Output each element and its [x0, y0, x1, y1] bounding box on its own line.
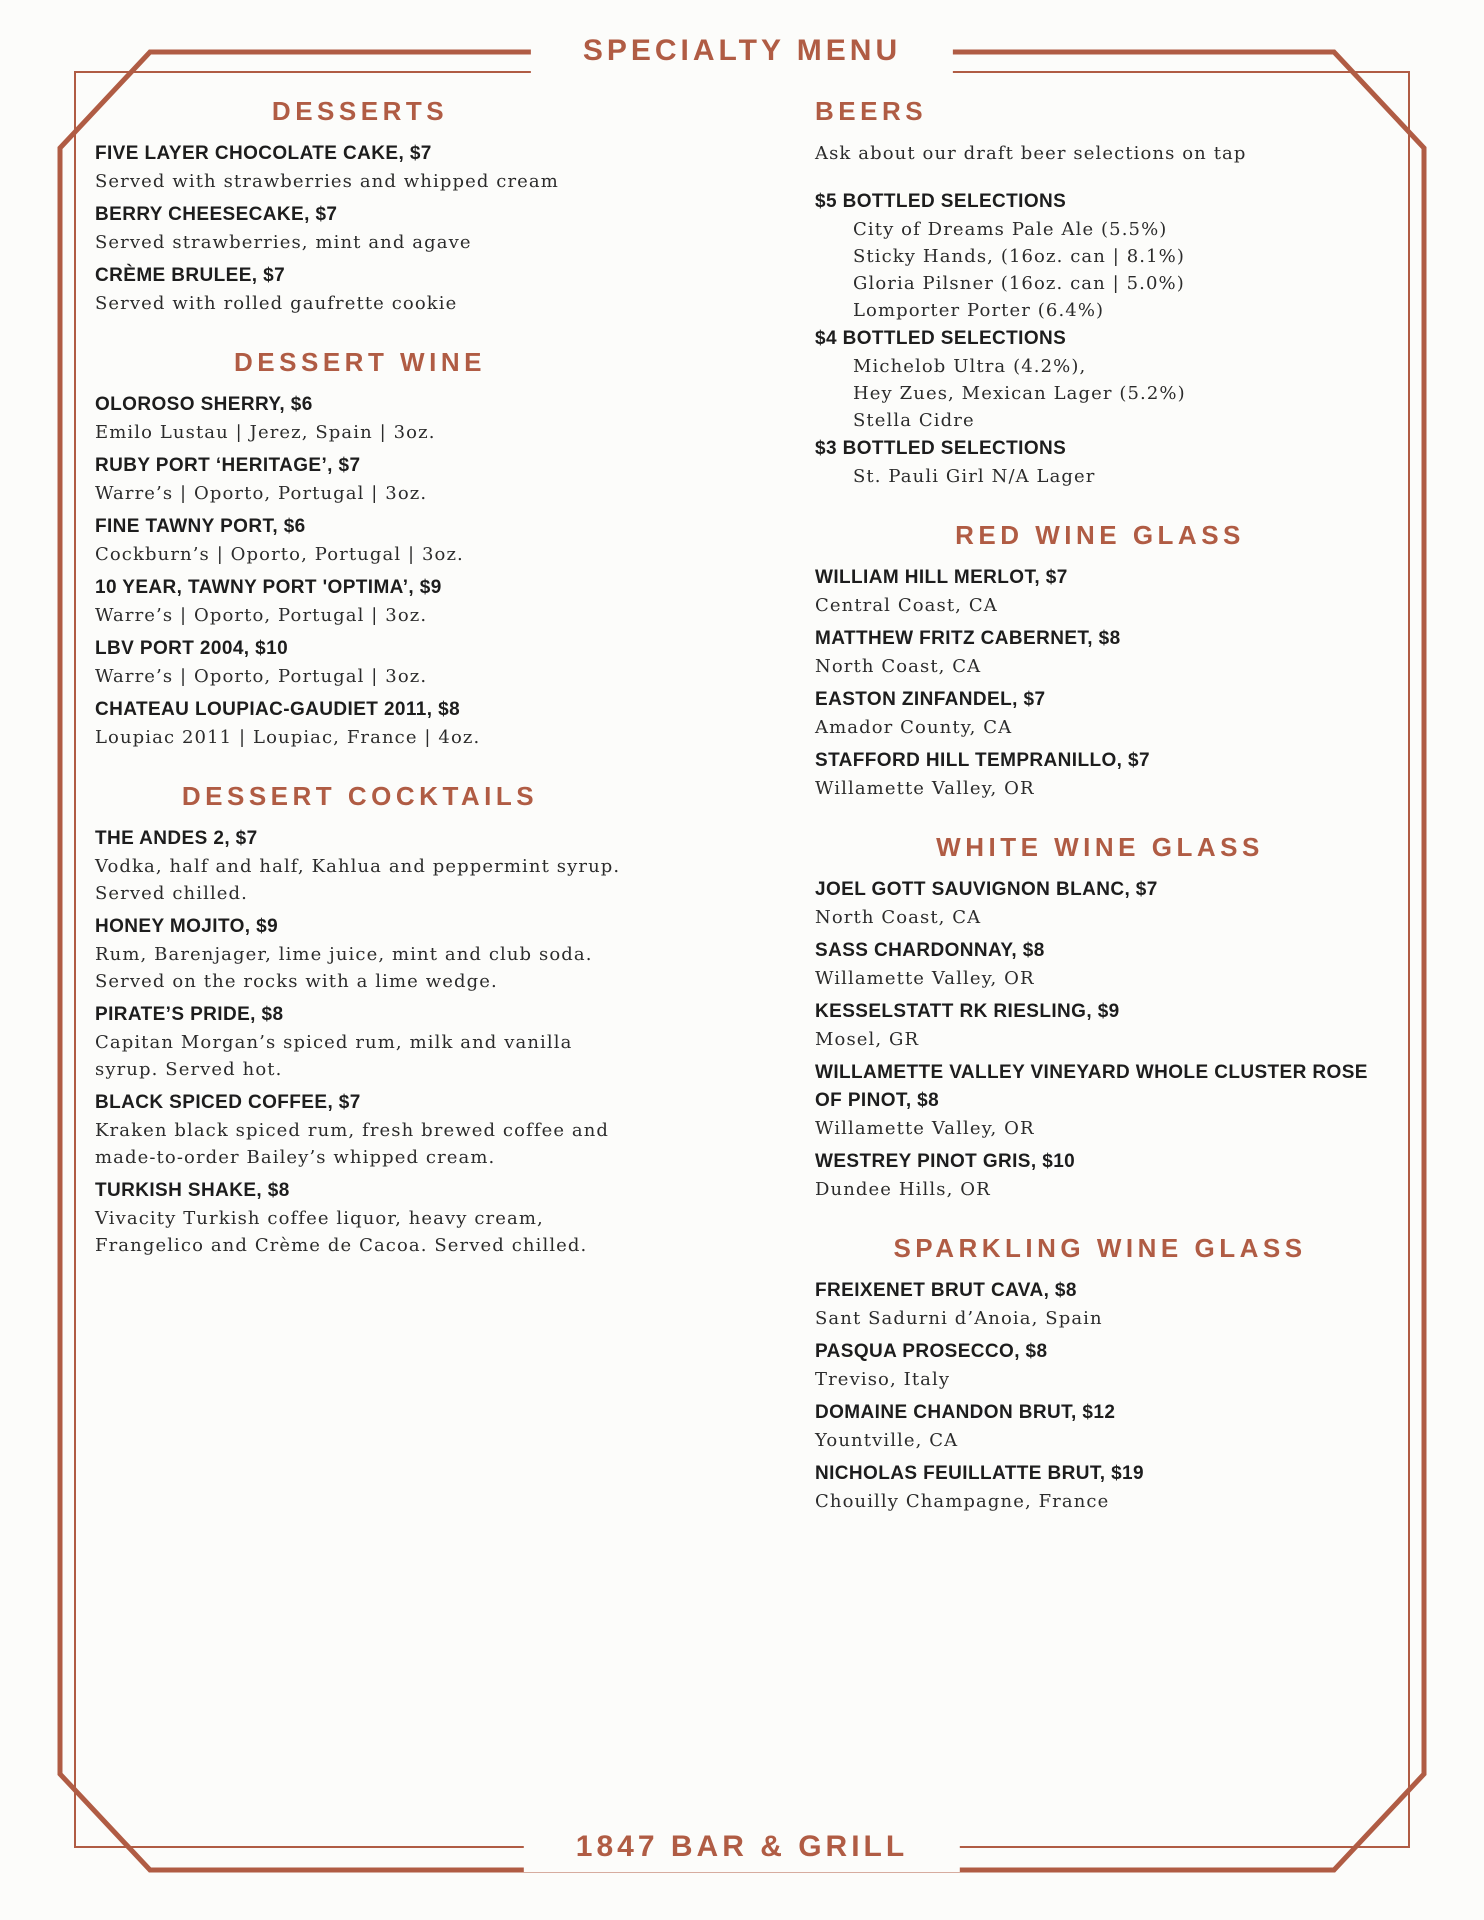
menu-columns: [95, 92, 1385, 1521]
item-name: OLOROSO SHERRY, $6: [95, 394, 313, 415]
section-header-dessert-cocktails: DESSERT COCKTAILS: [181, 781, 539, 811]
menu-item: [815, 1148, 1385, 1203]
item-desc: Dundee Hills, OR: [815, 1179, 991, 1200]
item-name: RUBY PORT ‘HERITAGE’, $7: [95, 455, 361, 476]
beer-group-label: $4 BOTTLED SELECTIONS: [815, 328, 1067, 349]
section-header-desserts: DESSERTS: [271, 96, 449, 126]
item-name: EASTON ZINFANDEL, $7: [815, 689, 1046, 710]
item-desc: Sant Sadurni d’Anoia, Spain: [815, 1308, 1103, 1329]
menu-item: [95, 1089, 625, 1171]
item-name: WILLAMETTE VALLEY VINEYARD WHOLE CLUSTER ROSE OF PINOT, $8: [815, 1062, 1368, 1111]
beer-group-label: $5 BOTTLED SELECTIONS: [815, 191, 1067, 212]
menu-item: [815, 876, 1385, 931]
beer-line: Michelob Ultra (4.2%),: [853, 356, 1087, 377]
beer-line: Gloria Pilsner (16oz. can | 5.0%): [853, 273, 1185, 294]
restaurant-name: 1847 BAR & GRILL: [524, 1822, 960, 1872]
item-name: DOMAINE CHANDON BRUT, $12: [815, 1402, 1116, 1423]
item-desc: Emilo Lustau | Jerez, Spain | 3oz.: [95, 422, 436, 443]
menu-item: [95, 1177, 625, 1259]
item-name: FINE TAWNY PORT, $6: [95, 516, 306, 537]
menu-item: [815, 1460, 1385, 1515]
item-desc: North Coast, CA: [815, 656, 982, 677]
beer-line: City of Dreams Pale Ale (5.5%): [853, 219, 1168, 240]
right-column: [815, 92, 1385, 1521]
item-name: LBV PORT 2004, $10: [95, 638, 289, 659]
item-desc: Treviso, Italy: [815, 1369, 951, 1390]
beer-line: St. Pauli Girl N/A Lager: [853, 466, 1096, 487]
menu-item: [815, 564, 1385, 619]
item-name: PASQUA PROSECCO, $8: [815, 1341, 1048, 1362]
menu-item: [815, 1277, 1385, 1332]
menu-item: [95, 635, 625, 690]
menu-item: [815, 625, 1385, 680]
item-desc: North Coast, CA: [815, 907, 982, 928]
menu-item: [95, 201, 625, 256]
item-desc: Amador County, CA: [815, 717, 1013, 738]
item-name: WESTREY PINOT GRIS, $10: [815, 1151, 1076, 1172]
beer-line: Hey Zues, Mexican Lager (5.2%): [853, 383, 1186, 404]
page-title: SPECIALTY MENU: [531, 26, 953, 76]
item-name: WILLIAM HILL MERLOT, $7: [815, 567, 1068, 588]
menu-item: [815, 1059, 1385, 1142]
item-name: TURKISH SHAKE, $8: [95, 1180, 290, 1201]
item-desc: Central Coast, CA: [815, 595, 998, 616]
item-desc: Served with rolled gaufrette cookie: [95, 293, 458, 314]
item-name: FREIXENET BRUT CAVA, $8: [815, 1280, 1077, 1301]
menu-item: [815, 937, 1385, 992]
item-name: STAFFORD HILL TEMPRANILLO, $7: [815, 750, 1150, 771]
item-name: HONEY MOJITO, $9: [95, 916, 279, 937]
menu-item: [95, 1001, 625, 1083]
item-name: PIRATE’S PRIDE, $8: [95, 1004, 284, 1025]
item-desc: Loupiac 2011 | Loupiac, France | 4oz.: [95, 727, 481, 748]
item-name: NICHOLAS FEUILLATTE BRUT, $19: [815, 1463, 1144, 1484]
beer-group-label: $3 BOTTLED SELECTIONS: [815, 438, 1067, 459]
item-desc: Willamette Valley, OR: [815, 968, 1035, 989]
item-desc: Rum, Barenjager, lime juice, mint and club soda. Served on the rocks with a lime wedge.: [95, 944, 593, 992]
item-name: CRÈME BRULEE, $7: [95, 265, 286, 286]
item-name: MATTHEW FRITZ CABERNET, $8: [815, 628, 1121, 649]
section-header-sparkling-wine: SPARKLING WINE GLASS: [893, 1233, 1307, 1263]
item-desc: Kraken black spiced rum, fresh brewed coffee and made-to-order Bailey’s whipped cream.: [95, 1120, 610, 1168]
item-desc: Chouilly Champagne, France: [815, 1491, 1110, 1512]
item-name: CHATEAU LOUPIAC-GAUDIET 2011, $8: [95, 699, 461, 720]
beer-group: [815, 434, 1385, 490]
item-name: BLACK SPICED COFFEE, $7: [95, 1092, 361, 1113]
beer-line: Stella Cidre: [853, 410, 975, 431]
section-header-dessert-wine: DESSERT WINE: [234, 347, 486, 377]
menu-item: [95, 825, 625, 907]
item-desc: Capitan Morgan’s spiced rum, milk and vanilla syrup. Served hot.: [95, 1032, 573, 1080]
left-column: [95, 92, 625, 1521]
beer-group: [815, 324, 1385, 434]
item-desc: Mosel, GR: [815, 1029, 920, 1050]
section-header-beers: BEERS: [815, 96, 928, 126]
menu-item: [815, 998, 1385, 1053]
menu-item: [95, 513, 625, 568]
item-name: SASS CHARDONNAY, $8: [815, 940, 1045, 961]
menu-item: [95, 452, 625, 507]
item-name: 10 YEAR, TAWNY PORT 'OPTIMA’, $9: [95, 577, 442, 598]
item-desc: Warre’s | Oporto, Portugal | 3oz.: [95, 605, 428, 626]
item-desc: Vivacity Turkish coffee liquor, heavy cream, Frangelico and Crème de Cacoa. Served chilled.: [95, 1208, 588, 1256]
item-desc: Warre’s | Oporto, Portugal | 3oz.: [95, 483, 428, 504]
item-name: FIVE LAYER CHOCOLATE CAKE, $7: [95, 143, 432, 164]
menu-item: [95, 696, 625, 751]
menu-item: [95, 262, 625, 317]
section-header-red-wine: RED WINE GLASS: [955, 520, 1245, 550]
item-desc: Served with strawberries and whipped cream: [95, 171, 559, 192]
section-header-white-wine: WHITE WINE GLASS: [936, 832, 1264, 862]
menu-item: [815, 686, 1385, 741]
beer-line: Lomporter Porter (6.4%): [853, 300, 1105, 321]
item-desc: Willamette Valley, OR: [815, 1118, 1035, 1139]
menu-item: [815, 747, 1385, 802]
beer-group: [815, 187, 1385, 324]
beer-line: Sticky Hands, (16oz. can | 8.1%): [853, 246, 1185, 267]
item-desc: Served strawberries, mint and agave: [95, 232, 472, 253]
item-desc: Cockburn’s | Oporto, Portugal | 3oz.: [95, 544, 464, 565]
menu-item: [95, 391, 625, 446]
menu-item: [95, 574, 625, 629]
beers-note: Ask about our draft beer selections on tap: [815, 143, 1247, 164]
item-name: KESSELSTATT RK RIESLING, $9: [815, 1001, 1120, 1022]
menu-item: [815, 1399, 1385, 1454]
menu-item: [815, 1338, 1385, 1393]
item-desc: Warre’s | Oporto, Portugal | 3oz.: [95, 666, 428, 687]
menu-item: [95, 140, 625, 195]
item-desc: Yountville, CA: [815, 1430, 959, 1451]
menu-item: [95, 913, 625, 995]
item-desc: Vodka, half and half, Kahlua and peppermint syrup. Served chilled.: [95, 856, 621, 904]
item-desc: Willamette Valley, OR: [815, 778, 1035, 799]
item-name: BERRY CHEESECAKE, $7: [95, 204, 338, 225]
item-name: JOEL GOTT SAUVIGNON BLANC, $7: [815, 879, 1158, 900]
item-name: THE ANDES 2, $7: [95, 828, 258, 849]
